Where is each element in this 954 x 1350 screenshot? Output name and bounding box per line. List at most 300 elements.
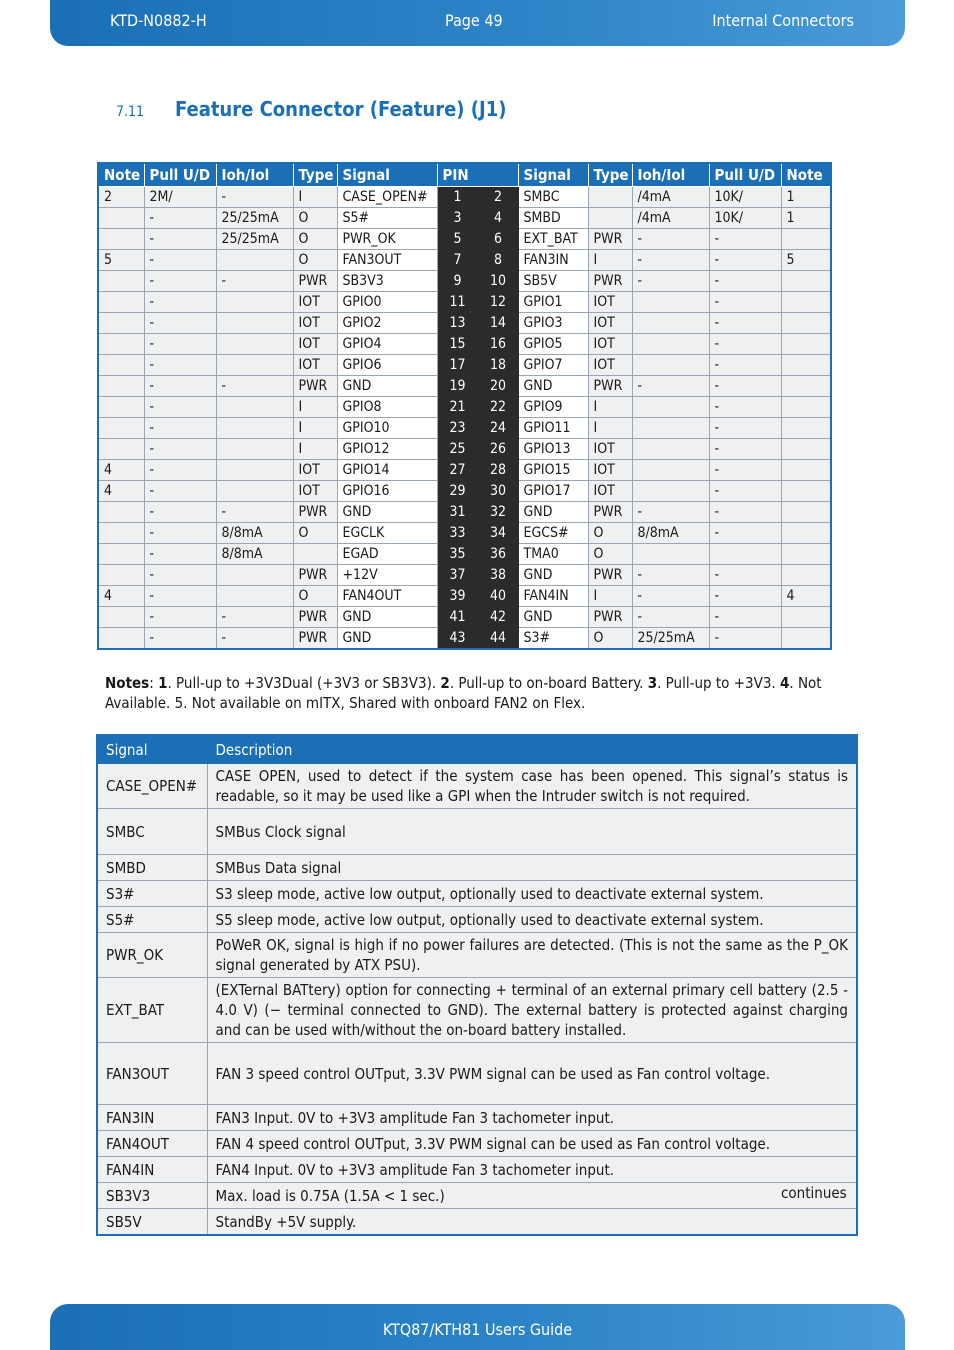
table-cell: PWR [588,229,632,250]
table-cell: I [293,187,337,208]
table-cell: - [709,481,781,502]
pin-number: 19 [437,376,478,397]
table-cell: - [144,460,216,481]
signal-name: FAN3OUT [97,1043,207,1105]
table-cell [216,586,293,607]
table-cell: PWR [293,502,337,523]
page-footer [50,1304,905,1350]
pin-number: 36 [478,544,518,565]
signal-description: PoWeR OK, signal is high if no power failures are detected. (This is not the same as the P_OK signal generated by ATX PSU). [207,933,857,978]
table-cell [98,313,144,334]
table-cell [216,313,293,334]
table-cell: IOT [588,439,632,460]
signal-description: FAN 4 speed control OUTput, 3.3V PWM signal can be used as Fan control voltage. [207,1131,857,1157]
table-cell: IOT [293,313,337,334]
table-cell [98,229,144,250]
pin-number: 25 [437,439,478,460]
table-cell: 4 [781,586,831,607]
pin-number: 43 [437,628,478,650]
pin-row [98,229,831,250]
signal-cell: EGCLK [337,523,437,544]
signal-name: FAN4OUT [97,1131,207,1157]
signal-cell: S3# [518,628,588,650]
table-cell: 1 [781,208,831,229]
pin-number: 44 [478,628,518,650]
pin-row [98,544,831,565]
signal-description: FAN3 Input. 0V to +3V3 amplitude Fan 3 tachometer input. [207,1105,857,1131]
table-cell [98,334,144,355]
pin-number: 26 [478,439,518,460]
table-cell [216,397,293,418]
note-1-text: . Pull-up to +3V3Dual (+3V3 or SB3V3). [167,674,441,692]
table-cell [632,481,709,502]
note-1-num: 1 [158,674,168,692]
table-cell: - [144,544,216,565]
continues-label: continues [781,1184,847,1202]
table-cell: 10K/ [709,208,781,229]
table-cell [781,376,831,397]
signal-description: S3 sleep mode, active low output, optionally used to deactivate external system. [207,881,857,907]
table-cell [781,229,831,250]
desc-table-header [97,735,857,764]
desc-row [97,907,857,933]
pin-row [98,523,831,544]
table-cell: PWR [588,607,632,628]
table-cell: - [144,397,216,418]
table-cell [98,376,144,397]
table-cell: IOT [588,355,632,376]
section-number: 7.11 [116,104,145,120]
table-cell: I [293,439,337,460]
signal-cell: GPIO9 [518,397,588,418]
desc-row [97,764,857,809]
signal-cell: GND [518,565,588,586]
table-cell: I [588,586,632,607]
table-cell [632,355,709,376]
table-cell: IOT [293,355,337,376]
desc-row [97,1209,857,1236]
pin-number: 21 [437,397,478,418]
col-type-right: Type [588,163,632,187]
table-cell: O [293,250,337,271]
signal-description: SMBus Clock signal [207,809,857,855]
table-cell [781,313,831,334]
pin-number: 30 [478,481,518,502]
table-cell: - [144,628,216,650]
pin-number: 3 [437,208,478,229]
signal-cell: GPIO7 [518,355,588,376]
table-cell [98,439,144,460]
table-cell: - [144,355,216,376]
table-cell: - [144,376,216,397]
table-cell: - [709,271,781,292]
table-cell: - [709,439,781,460]
table-cell: O [293,208,337,229]
table-cell [781,544,831,565]
table-cell: - [144,208,216,229]
signal-cell: GPIO10 [337,418,437,439]
signal-cell: FAN3IN [518,250,588,271]
signal-name: PWR_OK [97,933,207,978]
pin-number: 27 [437,460,478,481]
table-cell [588,208,632,229]
table-cell: PWR [588,271,632,292]
table-cell: - [144,313,216,334]
table-cell [632,418,709,439]
table-cell [98,502,144,523]
table-cell: 2 [98,187,144,208]
pin-table [97,162,832,650]
table-cell: PWR [293,376,337,397]
pin-number: 23 [437,418,478,439]
pin-row [98,355,831,376]
pin-number: 28 [478,460,518,481]
table-cell: IOT [588,481,632,502]
pin-row [98,187,831,208]
signal-cell: GPIO1 [518,292,588,313]
pin-number: 41 [437,607,478,628]
table-cell [709,544,781,565]
table-cell: - [709,397,781,418]
table-cell: IOT [293,481,337,502]
page-header [50,0,905,46]
signal-cell: TMA0 [518,544,588,565]
table-cell: PWR [293,628,337,650]
table-cell [781,523,831,544]
signal-cell: SB5V [518,271,588,292]
table-cell [216,334,293,355]
pin-number: 6 [478,229,518,250]
table-cell: O [293,229,337,250]
signal-cell: GPIO3 [518,313,588,334]
signal-cell: GPIO4 [337,334,437,355]
table-cell: - [709,376,781,397]
table-cell: - [144,439,216,460]
table-cell: 8/8mA [216,544,293,565]
table-cell: PWR [293,565,337,586]
note-4-text: . Not Available. 5. Not available on mITX, Shared with onboard FAN2 on Flex. [105,674,822,712]
table-cell [632,460,709,481]
pin-row [98,334,831,355]
signal-cell: GND [337,376,437,397]
pin-number: 9 [437,271,478,292]
table-cell: - [216,607,293,628]
table-cell [216,439,293,460]
table-cell [781,628,831,650]
pin-row [98,460,831,481]
table-cell [98,292,144,313]
signal-cell: EGCS# [518,523,588,544]
col-description: Description [207,735,857,764]
table-cell: - [144,565,216,586]
pin-row [98,376,831,397]
table-cell: - [632,607,709,628]
signal-description: SMBus Data signal [207,855,857,881]
signal-description: S5 sleep mode, active low output, optionally used to deactivate external system. [207,907,857,933]
desc-row [97,933,857,978]
pin-number: 1 [437,187,478,208]
signal-name: EXT_BAT [97,978,207,1043]
table-cell [781,460,831,481]
table-cell: - [709,607,781,628]
col-signal-right: Signal [518,163,588,187]
signal-cell: GPIO2 [337,313,437,334]
signal-cell: GND [337,607,437,628]
signal-cell: SMBD [518,208,588,229]
table-cell [781,502,831,523]
table-cell: - [144,586,216,607]
table-cell [98,397,144,418]
guide-title: KTQ87/KTH81 Users Guide [382,1320,573,1339]
note-3-num: 3 [647,674,658,692]
table-cell [781,418,831,439]
pin-number: 2 [478,187,518,208]
signal-cell: FAN4OUT [337,586,437,607]
signal-name: S5# [97,907,207,933]
pin-row [98,607,831,628]
table-cell [98,271,144,292]
table-cell: - [144,229,216,250]
table-cell: - [632,250,709,271]
table-cell: IOT [588,292,632,313]
pin-table-header [98,163,831,187]
table-cell: - [632,502,709,523]
table-cell: 1 [781,187,831,208]
pin-number: 16 [478,334,518,355]
pin-number: 42 [478,607,518,628]
pin-row [98,439,831,460]
signal-description-table [96,734,858,1236]
table-cell: - [632,229,709,250]
table-cell: 4 [98,481,144,502]
doc-id: KTD-N0882-H [110,11,207,30]
chapter-title: Internal Connectors [712,11,854,30]
signal-name: SB5V [97,1209,207,1236]
desc-row [97,1105,857,1131]
table-cell: I [293,418,337,439]
table-cell [216,565,293,586]
pin-row [98,481,831,502]
table-cell: 25/25mA [632,628,709,650]
signal-description: (EXTernal BATtery) option for connecting + terminal of an external primary cell battery (2.5 - 4.0 V) (− terminal connected to GND). The external battery is protected against charging and can be used with/without the on-board battery installed. [207,978,857,1043]
desc-row [97,1131,857,1157]
signal-cell: GPIO5 [518,334,588,355]
table-cell [781,355,831,376]
desc-row [97,1157,857,1183]
table-cell: - [709,628,781,650]
table-cell: - [709,565,781,586]
table-cell: - [709,418,781,439]
table-cell: IOT [293,334,337,355]
pin-row [98,418,831,439]
signal-name: FAN4IN [97,1157,207,1183]
pin-number: 17 [437,355,478,376]
table-cell: O [588,628,632,650]
signal-cell: GPIO12 [337,439,437,460]
table-cell: 25/25mA [216,229,293,250]
table-cell: 10K/ [709,187,781,208]
signal-cell: SB3V3 [337,271,437,292]
table-cell: - [144,292,216,313]
table-cell: - [144,418,216,439]
signal-name: CASE_OPEN# [97,764,207,809]
signal-name: FAN3IN [97,1105,207,1131]
table-cell [781,334,831,355]
table-cell: PWR [293,607,337,628]
signal-cell: CASE_OPEN# [337,187,437,208]
pin-number: 18 [478,355,518,376]
table-cell: PWR [588,565,632,586]
table-cell: IOT [293,292,337,313]
signal-cell: GPIO0 [337,292,437,313]
note-4-num: 4 [779,674,790,692]
signal-cell: +12V [337,565,437,586]
table-cell [98,208,144,229]
signal-cell: GND [518,607,588,628]
signal-name: S3# [97,881,207,907]
pin-number: 31 [437,502,478,523]
signal-cell: GPIO17 [518,481,588,502]
signal-cell: FAN4IN [518,586,588,607]
pin-row [98,292,831,313]
table-cell: - [709,502,781,523]
table-cell [781,481,831,502]
table-cell [632,439,709,460]
pin-row [98,502,831,523]
pin-row [98,397,831,418]
pin-row [98,271,831,292]
col-pull-left: Pull U/D [144,163,216,187]
col-pin: PIN [437,163,518,187]
pin-number: 13 [437,313,478,334]
table-cell: - [709,250,781,271]
table-cell: - [144,271,216,292]
table-cell: - [709,460,781,481]
table-cell: I [293,397,337,418]
signal-description: CASE OPEN, used to detect if the system case has been opened. This signal’s status is readable, so it may be used like a GPI when the Intruder switch is not required. [207,764,857,809]
desc-row [97,1183,857,1209]
signal-cell: S5# [337,208,437,229]
col-ioh-right: Ioh/Iol [632,163,709,187]
table-cell [632,397,709,418]
table-cell: IOT [588,313,632,334]
desc-row [97,881,857,907]
table-cell [216,355,293,376]
pin-number: 37 [437,565,478,586]
table-cell: O [588,523,632,544]
table-cell: 8/8mA [216,523,293,544]
pin-row [98,250,831,271]
table-cell [216,481,293,502]
notes-label: Notes [105,674,150,692]
table-cell: I [588,250,632,271]
signal-cell: EXT_BAT [518,229,588,250]
signal-name: SMBC [97,809,207,855]
table-cell: 2M/ [144,187,216,208]
pin-number: 32 [478,502,518,523]
pin-number: 10 [478,271,518,292]
table-cell: - [709,313,781,334]
table-cell: - [709,355,781,376]
table-cell: - [709,334,781,355]
table-cell: - [216,628,293,650]
table-cell: - [144,607,216,628]
col-type-left: Type [293,163,337,187]
signal-cell: GND [337,502,437,523]
table-cell: 5 [98,250,144,271]
signal-cell: SMBC [518,187,588,208]
signal-cell: FAN3OUT [337,250,437,271]
table-cell: 25/25mA [216,208,293,229]
col-note-right: Note [781,163,831,187]
notes-paragraph: Notes: 1. Pull-up to +3V3Dual (+3V3 or SB3V3). 2. Pull-up to on-board Battery. 3. Pull-up to +3V3. 4. Not Available. 5. Not available on mITX, Shared with onboard FAN2 on Flex. [105,674,822,712]
table-cell: - [216,502,293,523]
signal-description: Max. load is 0.75A (1.5A < 1 sec.) [207,1183,857,1209]
table-cell: /4mA [632,187,709,208]
desc-row [97,978,857,1043]
pin-row [98,208,831,229]
table-cell: - [632,376,709,397]
table-cell: - [216,271,293,292]
table-cell: - [632,271,709,292]
table-cell: PWR [588,376,632,397]
pin-number: 20 [478,376,518,397]
table-cell: O [293,523,337,544]
pin-number: 22 [478,397,518,418]
signal-cell: GPIO11 [518,418,588,439]
pin-number: 35 [437,544,478,565]
table-cell [98,523,144,544]
page-number: Page 49 [445,11,503,30]
table-cell: I [588,397,632,418]
table-cell: PWR [293,271,337,292]
pin-number: 34 [478,523,518,544]
pin-number: 12 [478,292,518,313]
desc-row [97,1043,857,1105]
pin-number: 38 [478,565,518,586]
pin-number: 5 [437,229,478,250]
table-cell [781,292,831,313]
pin-number: 33 [437,523,478,544]
table-cell: IOT [588,460,632,481]
table-cell: 4 [98,460,144,481]
pin-number: 24 [478,418,518,439]
pin-number: 8 [478,250,518,271]
table-cell: O [293,586,337,607]
table-cell [632,544,709,565]
desc-row [97,855,857,881]
table-cell [216,460,293,481]
table-cell [588,187,632,208]
table-cell [632,334,709,355]
pin-number: 11 [437,292,478,313]
table-cell: - [144,334,216,355]
table-cell [293,544,337,565]
table-cell: /4mA [632,208,709,229]
table-cell [781,565,831,586]
table-cell: - [216,376,293,397]
signal-description: StandBy +5V supply. [207,1209,857,1236]
table-cell [781,439,831,460]
table-cell: - [709,229,781,250]
col-note-left: Note [98,163,144,187]
table-cell: - [632,565,709,586]
signal-cell: GND [337,628,437,650]
table-cell: - [709,523,781,544]
signal-cell: GPIO13 [518,439,588,460]
pin-number: 39 [437,586,478,607]
note-2-num: 2 [440,674,450,692]
